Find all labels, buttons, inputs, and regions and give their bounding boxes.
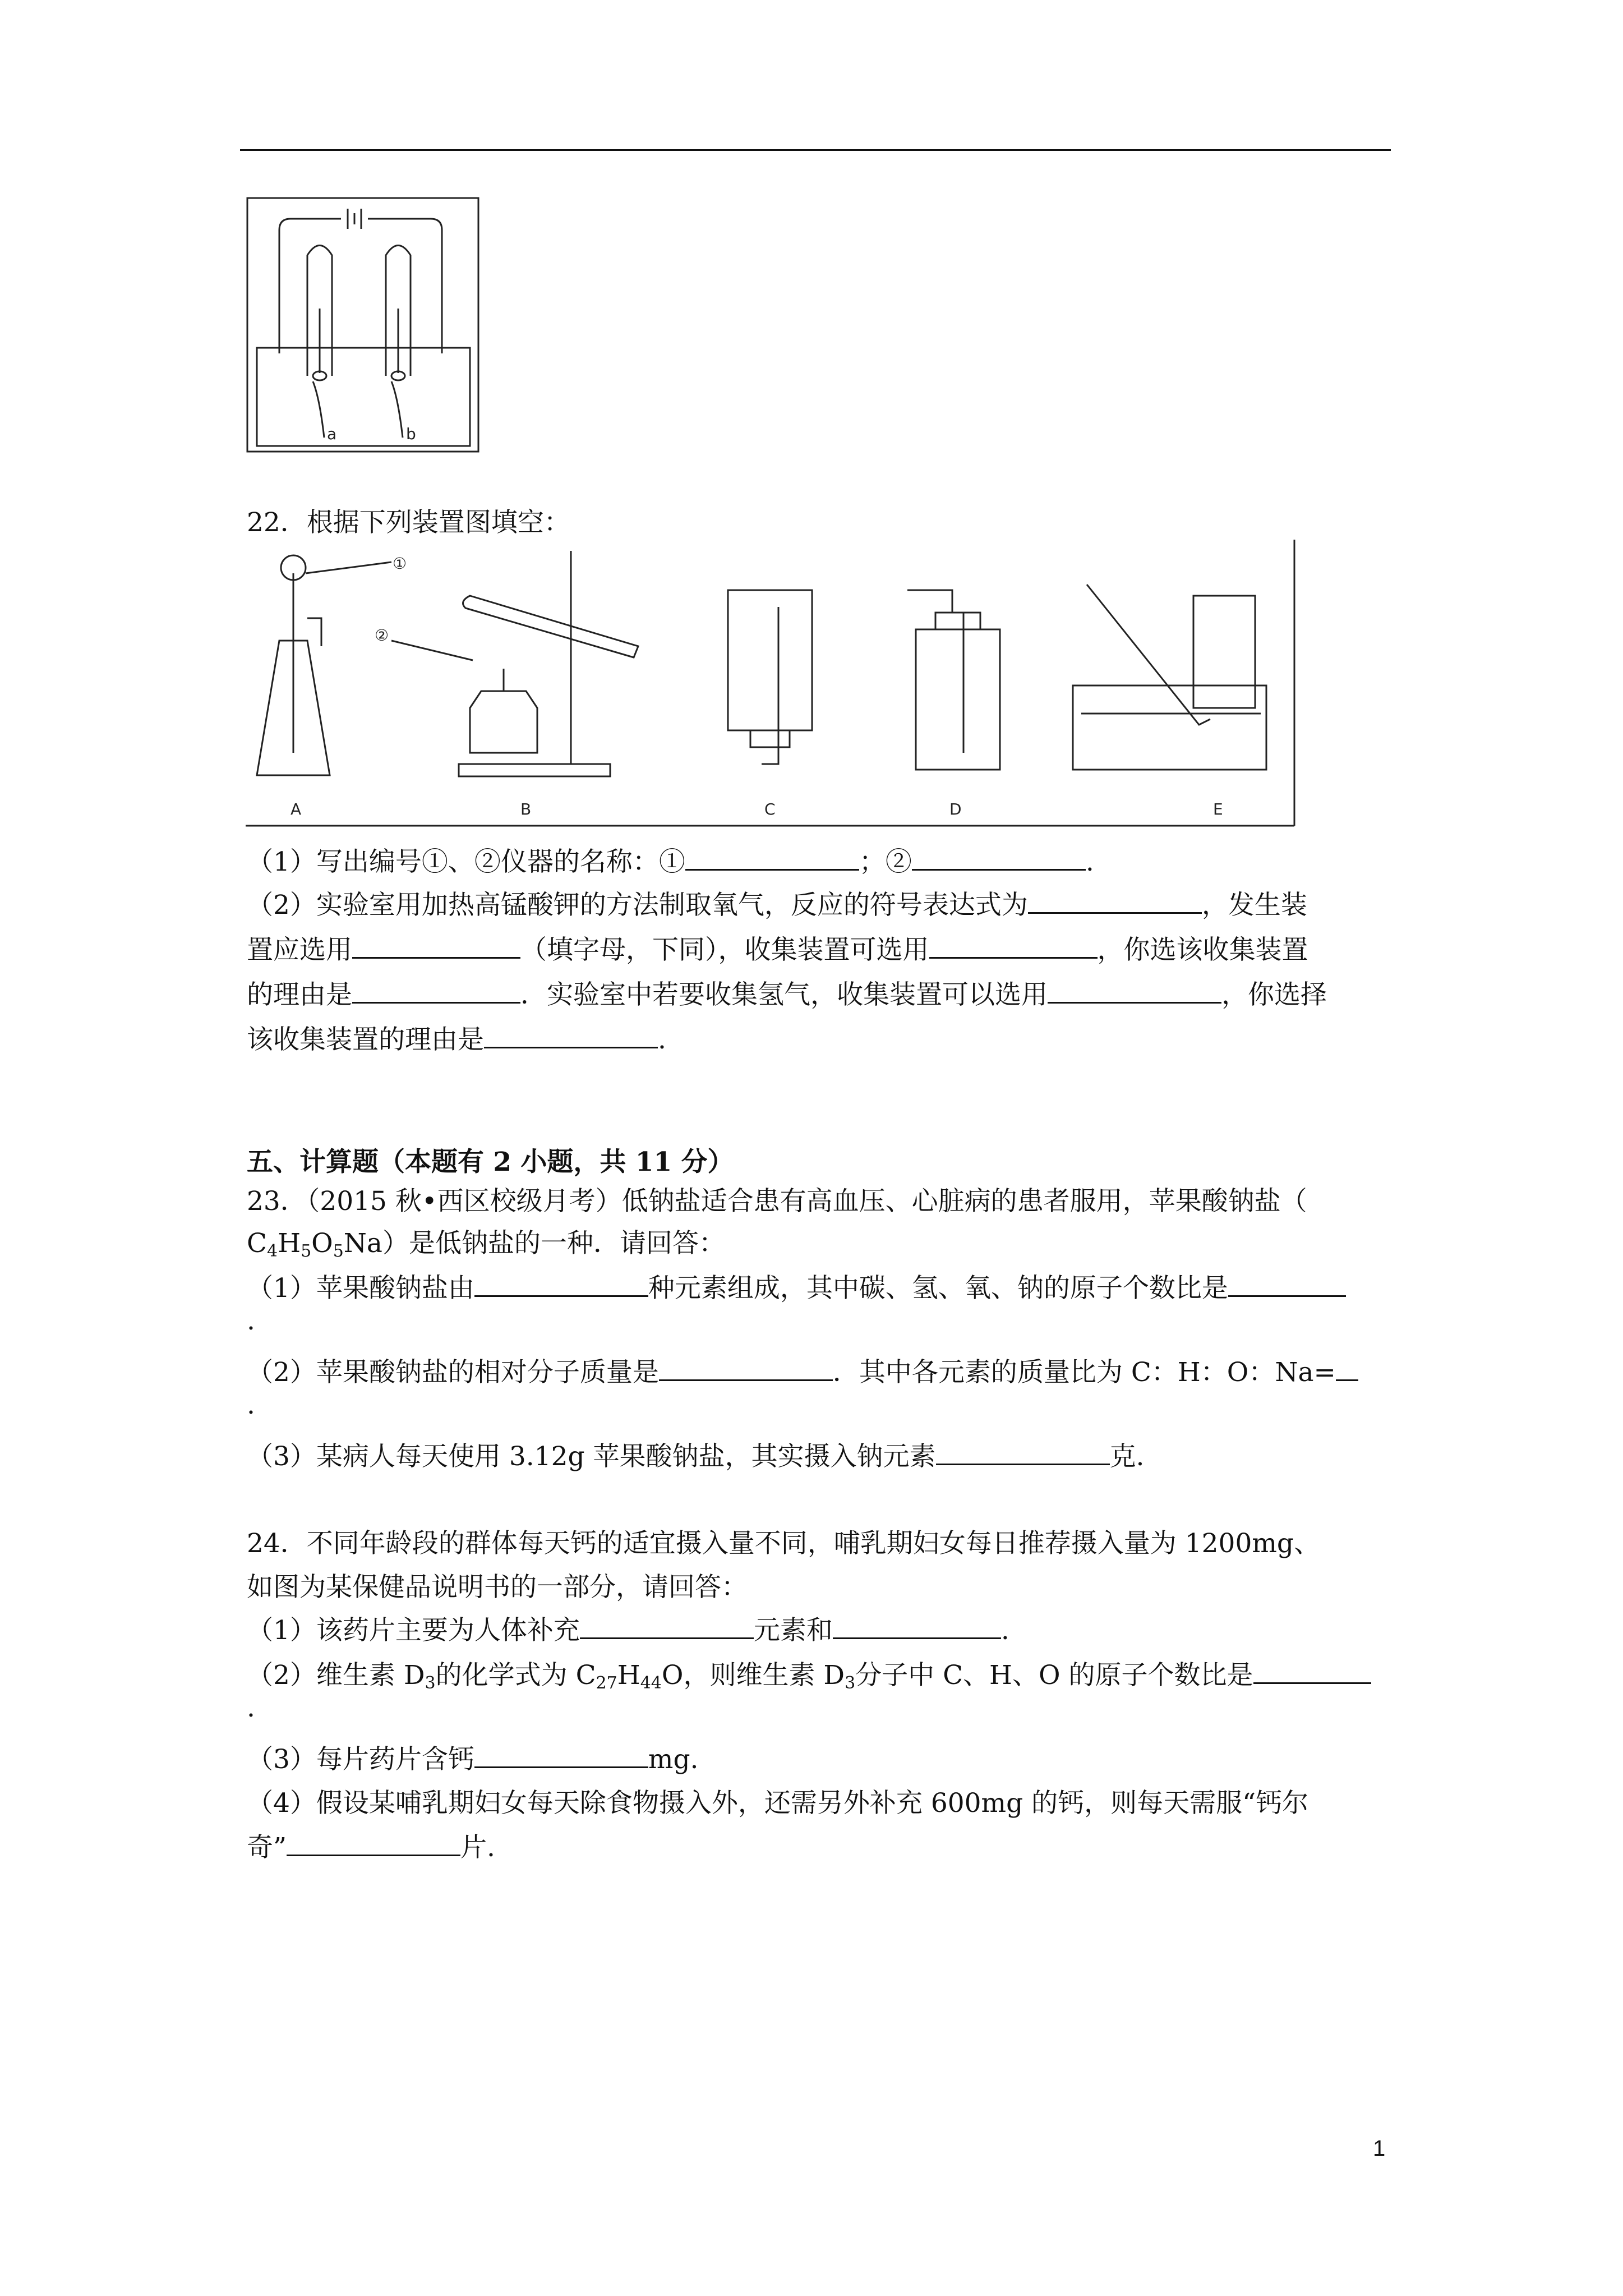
page-number: 1	[1373, 2136, 1386, 2161]
answer-blank[interactable]	[912, 844, 1086, 871]
apparatus-figure-a-to-e	[246, 540, 1300, 831]
answer-blank[interactable]	[474, 1742, 648, 1768]
answer-blank[interactable]	[484, 1022, 658, 1048]
answer-blank[interactable]	[1048, 977, 1221, 1004]
answer-blank[interactable]	[833, 1613, 1001, 1639]
label-apparatus-e: E	[1213, 800, 1223, 818]
q22-title: 22．根据下列装置图填空：	[247, 507, 570, 538]
apparatus-c	[728, 590, 812, 818]
q23-part2-dot: .	[247, 1389, 255, 1420]
label-a: a	[327, 425, 337, 443]
label-apparatus-b: B	[520, 800, 532, 818]
q24-part1: （1）该药片主要为人体补充 元素和 .	[247, 1613, 1009, 1648]
q22-part2-line3: 的理由是 ．实验室中若要收集氢气，收集装置可以选用 ，你选择	[247, 977, 1327, 1012]
q24-line2: 如图为某保健品说明书的一部分，请回答：	[247, 1572, 748, 1603]
header-rule	[240, 149, 1391, 151]
apparatus-e	[1073, 585, 1266, 818]
answer-blank[interactable]	[659, 1355, 833, 1381]
answer-blank[interactable]	[1028, 887, 1202, 914]
q23-line2: $C_4H_5O_5Na$）是低钠盐的一种．请回答：	[247, 1228, 725, 1261]
figure-frame	[247, 198, 478, 452]
answer-blank[interactable]	[1253, 1658, 1371, 1684]
q24-part3: （3）每片药片含钙 mg.	[247, 1742, 699, 1777]
q24-part4-line1: （4）假设某哺乳期妇女每天除食物摄入外，还需另外补充 600mg 的钙，则每天需服“钙尔	[247, 1788, 1309, 1819]
marker-2: ②	[375, 626, 389, 645]
label-b: b	[406, 425, 416, 443]
answer-blank[interactable]	[929, 932, 1098, 959]
q23-part2: （2）苹果酸钠盐的相对分子质量是 ．其中各元素的质量比为 C：H：O：Na=	[247, 1355, 1358, 1389]
alcohol-lamp-icon	[470, 691, 537, 753]
apparatus-d	[907, 590, 1000, 818]
q23-part1: （1）苹果酸钠盐由 种元素组成，其中碳、氢、氧、钠的原子个数比是	[247, 1271, 1346, 1305]
section5-heading: 五、计算题（本题有 2 小题，共 11 分）	[247, 1147, 734, 1177]
q23-line1: 23．（2015 秋•西区校级月考）低钠盐适合患有高血压、心脏病的患者服用，苹果酸钠盐（	[247, 1186, 1307, 1217]
q22-part2-line4: 该收集装置的理由是 .	[247, 1022, 666, 1057]
test-tube-b-icon	[463, 596, 639, 657]
answer-blank[interactable]	[1336, 1355, 1358, 1381]
answer-blank[interactable]	[1228, 1271, 1346, 1297]
q24-part4-line2: 奇” 片.	[247, 1830, 495, 1865]
label-apparatus-c: C	[764, 800, 776, 818]
water-trough	[257, 348, 470, 446]
label-apparatus-a: A	[291, 800, 302, 818]
apparatus-a	[257, 554, 407, 818]
answer-blank[interactable]	[287, 1830, 460, 1856]
answer-blank[interactable]	[936, 1439, 1110, 1465]
apparatus-b	[375, 551, 638, 818]
q24-part2-dot: .	[247, 1692, 255, 1723]
q22-part2-line2: 置应选用 （填字母，下同），收集装置可选用 ，你选该收集装置	[247, 932, 1308, 967]
label-apparatus-d: D	[949, 800, 962, 818]
answer-blank[interactable]	[685, 844, 859, 871]
electrolysis-apparatus-figure	[246, 196, 481, 454]
answer-blank[interactable]	[352, 932, 520, 959]
q24-part2: （2）维生素 $D_3$的化学式为 $C_{27}H_{44}O$，则维生素 $D_3$分子中 C、H、O 的原子个数比是	[247, 1658, 1371, 1692]
answer-blank[interactable]	[474, 1271, 648, 1297]
q22-part2-line1: （2）实验室用加热高锰酸钾的方法制取氧气，反应的符号表达式为 ，发生装	[247, 887, 1307, 922]
q23-part3: （3）某病人每天使用 3.12g 苹果酸钠盐，其实摄入钠元素 克.	[247, 1439, 1144, 1474]
marker-1: ①	[393, 554, 407, 573]
q23-part1-dot: .	[247, 1305, 255, 1336]
q24-line1: 24．不同年龄段的群体每天钙的适宜摄入量不同，哺乳期妇女每日推荐摄入量为 1200mg、	[247, 1528, 1321, 1559]
q22-part1: （1）写出编号①、②仪器的名称：① ；② .	[247, 844, 1094, 879]
answer-blank[interactable]	[352, 977, 520, 1004]
answer-blank[interactable]	[580, 1613, 754, 1639]
circuit-wire	[279, 219, 442, 353]
